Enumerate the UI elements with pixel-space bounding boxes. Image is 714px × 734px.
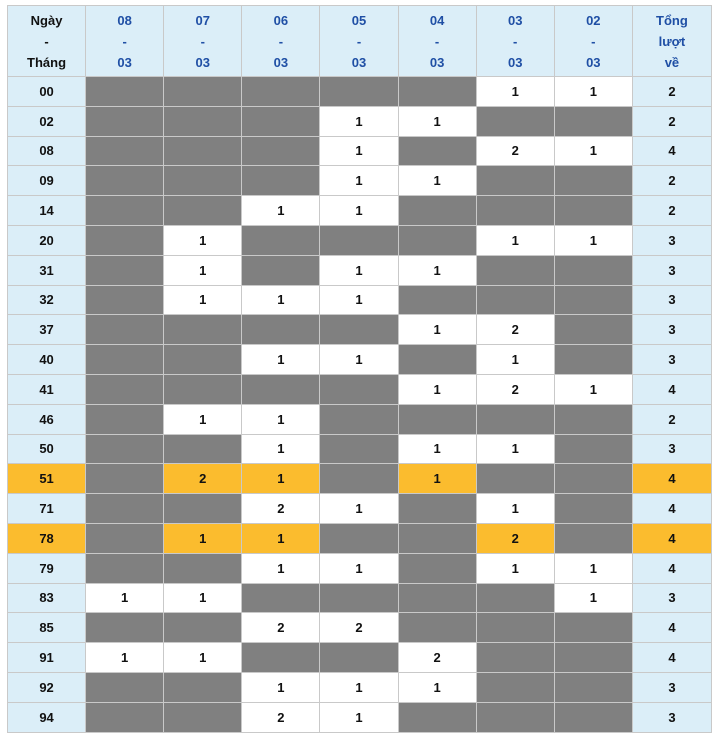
header-date-3: [320, 6, 398, 77]
row-number: 09: [8, 166, 86, 196]
empty-cell: [554, 434, 632, 464]
count-cell: 1: [554, 553, 632, 583]
row-number: 00: [8, 77, 86, 107]
table-row: [8, 404, 712, 434]
empty-cell: [242, 225, 320, 255]
header-date-1: [164, 6, 242, 77]
header-date-6-line-0: 02: [586, 12, 601, 28]
empty-cell: [164, 374, 242, 404]
empty-cell: [86, 494, 164, 524]
row-number: 46: [8, 404, 86, 434]
empty-cell: [164, 77, 242, 107]
empty-cell: [476, 583, 554, 613]
table-row: [8, 464, 712, 494]
header-day-month-line-0: Ngày: [30, 12, 63, 28]
empty-cell: [398, 225, 476, 255]
empty-cell: [164, 613, 242, 643]
empty-cell: [398, 345, 476, 375]
header-date-6-line-2: 03: [586, 54, 601, 70]
header-day-month: [8, 6, 86, 77]
row-total: 4: [632, 523, 711, 553]
count-cell: 2: [242, 613, 320, 643]
empty-cell: [164, 434, 242, 464]
count-cell: 1: [554, 77, 632, 107]
table-row: [8, 523, 712, 553]
empty-cell: [86, 702, 164, 732]
empty-cell: [476, 255, 554, 285]
header-date-4-line-2: 03: [429, 54, 445, 70]
count-cell: 1: [320, 196, 398, 226]
count-cell: 1: [476, 345, 554, 375]
row-total: 3: [632, 255, 711, 285]
count-cell: 2: [476, 136, 554, 166]
header-row: [8, 6, 712, 77]
row-total: 3: [632, 702, 711, 732]
table-row: [8, 494, 712, 524]
empty-cell: [86, 255, 164, 285]
empty-cell: [554, 523, 632, 553]
header-total-line-2: về: [664, 54, 680, 70]
empty-cell: [320, 225, 398, 255]
header-total-line-1: lượt: [658, 33, 686, 49]
row-number: 78: [8, 523, 86, 553]
row-total: 3: [632, 345, 711, 375]
empty-cell: [242, 166, 320, 196]
header-date-0-line-1: -: [122, 33, 127, 49]
empty-cell: [164, 196, 242, 226]
count-cell: 1: [320, 345, 398, 375]
count-cell: 1: [398, 166, 476, 196]
empty-cell: [320, 77, 398, 107]
table-row: [8, 136, 712, 166]
row-total: 3: [632, 583, 711, 613]
row-total: 2: [632, 196, 711, 226]
count-cell: 1: [476, 225, 554, 255]
row-number: 02: [8, 106, 86, 136]
header-date-6: [554, 6, 632, 77]
count-cell: 1: [164, 583, 242, 613]
count-cell: 1: [86, 643, 164, 673]
count-cell: 2: [398, 643, 476, 673]
empty-cell: [554, 166, 632, 196]
header-date-5-line-2: 03: [507, 54, 523, 70]
row-number: 40: [8, 345, 86, 375]
table-row: [8, 613, 712, 643]
empty-cell: [476, 285, 554, 315]
count-cell: 1: [320, 702, 398, 732]
row-total: 3: [632, 434, 711, 464]
count-cell: 1: [242, 345, 320, 375]
count-cell: 1: [320, 166, 398, 196]
count-cell: 1: [476, 434, 554, 464]
header-date-0: [86, 6, 164, 77]
empty-cell: [476, 464, 554, 494]
empty-cell: [320, 643, 398, 673]
empty-cell: [398, 285, 476, 315]
table-row: [8, 285, 712, 315]
count-cell: 1: [320, 106, 398, 136]
row-number: 91: [8, 643, 86, 673]
count-cell: 2: [476, 374, 554, 404]
count-cell: 1: [242, 434, 320, 464]
empty-cell: [164, 106, 242, 136]
empty-cell: [398, 702, 476, 732]
empty-cell: [398, 404, 476, 434]
empty-cell: [398, 77, 476, 107]
empty-cell: [554, 285, 632, 315]
empty-cell: [164, 702, 242, 732]
row-number: 94: [8, 702, 86, 732]
empty-cell: [86, 136, 164, 166]
empty-cell: [86, 553, 164, 583]
empty-cell: [476, 166, 554, 196]
header-date-6-line-1: -: [591, 33, 596, 49]
empty-cell: [476, 404, 554, 434]
count-cell: 1: [242, 404, 320, 434]
table-row: [8, 374, 712, 404]
row-total: 4: [632, 374, 711, 404]
row-number: 71: [8, 494, 86, 524]
empty-cell: [476, 672, 554, 702]
empty-cell: [242, 315, 320, 345]
empty-cell: [398, 136, 476, 166]
empty-cell: [86, 613, 164, 643]
count-cell: 1: [320, 255, 398, 285]
empty-cell: [242, 136, 320, 166]
header-date-4: [398, 6, 476, 77]
count-cell: 1: [398, 315, 476, 345]
row-number: 51: [8, 464, 86, 494]
empty-cell: [86, 374, 164, 404]
header-date-1-line-1: -: [200, 33, 205, 49]
empty-cell: [398, 523, 476, 553]
table-row: [8, 106, 712, 136]
empty-cell: [554, 106, 632, 136]
count-cell: 1: [242, 464, 320, 494]
empty-cell: [554, 643, 632, 673]
empty-cell: [476, 643, 554, 673]
count-cell: 1: [398, 374, 476, 404]
header-date-3-line-2: 03: [351, 54, 367, 70]
row-number: 08: [8, 136, 86, 166]
empty-cell: [242, 255, 320, 285]
row-number: 31: [8, 255, 86, 285]
table-row: [8, 255, 712, 285]
empty-cell: [554, 255, 632, 285]
empty-cell: [86, 345, 164, 375]
count-cell: 1: [398, 255, 476, 285]
empty-cell: [476, 702, 554, 732]
header-date-4-line-1: -: [434, 33, 440, 49]
count-cell: 2: [164, 464, 242, 494]
table-row: [8, 702, 712, 732]
empty-cell: [86, 196, 164, 226]
empty-cell: [242, 374, 320, 404]
empty-cell: [320, 315, 398, 345]
table-row: [8, 196, 712, 226]
empty-cell: [86, 77, 164, 107]
header-date-2-line-1: -: [278, 33, 284, 49]
empty-cell: [242, 77, 320, 107]
header-date-4-line-0: 04: [429, 12, 445, 28]
row-total: 4: [632, 494, 711, 524]
row-number: 20: [8, 225, 86, 255]
count-cell: 1: [164, 643, 242, 673]
table-row: [8, 553, 712, 583]
empty-cell: [86, 285, 164, 315]
header-total-line-0: Tổng: [656, 12, 688, 28]
empty-cell: [242, 583, 320, 613]
count-cell: 1: [476, 553, 554, 583]
table-row: [8, 345, 712, 375]
table-row: [8, 77, 712, 107]
row-total: 4: [632, 553, 711, 583]
header-date-1-line-0: 07: [195, 12, 210, 28]
count-cell: 2: [476, 315, 554, 345]
row-total: 3: [632, 285, 711, 315]
header-date-3-line-0: 05: [351, 12, 367, 28]
empty-cell: [554, 404, 632, 434]
count-cell: 1: [242, 285, 320, 315]
empty-cell: [554, 464, 632, 494]
row-number: 32: [8, 285, 86, 315]
header-day-month-line-2: Tháng: [27, 54, 67, 70]
table-row: [8, 643, 712, 673]
empty-cell: [86, 315, 164, 345]
empty-cell: [554, 196, 632, 226]
count-cell: 1: [476, 494, 554, 524]
count-cell: 1: [164, 404, 242, 434]
statistics-table: [7, 5, 712, 733]
empty-cell: [86, 106, 164, 136]
empty-cell: [164, 553, 242, 583]
row-total: 2: [632, 106, 711, 136]
empty-cell: [554, 672, 632, 702]
count-cell: 1: [242, 523, 320, 553]
empty-cell: [164, 672, 242, 702]
empty-cell: [476, 613, 554, 643]
count-cell: 1: [86, 583, 164, 613]
empty-cell: [398, 553, 476, 583]
empty-cell: [242, 643, 320, 673]
row-total: 4: [632, 643, 711, 673]
table-row: [8, 315, 712, 345]
row-number: 14: [8, 196, 86, 226]
count-cell: 1: [320, 553, 398, 583]
header-date-5: [476, 6, 554, 77]
row-number: 41: [8, 374, 86, 404]
empty-cell: [554, 345, 632, 375]
header-date-0-line-2: 03: [117, 54, 132, 70]
count-cell: 1: [320, 672, 398, 702]
row-total: 3: [632, 672, 711, 702]
count-cell: 1: [554, 583, 632, 613]
row-number: 50: [8, 434, 86, 464]
count-cell: 1: [320, 494, 398, 524]
empty-cell: [242, 106, 320, 136]
count-cell: 1: [398, 106, 476, 136]
empty-cell: [398, 583, 476, 613]
header-date-3-line-1: -: [356, 33, 362, 49]
row-number: 83: [8, 583, 86, 613]
table-body: [8, 77, 712, 733]
empty-cell: [476, 106, 554, 136]
count-cell: 1: [476, 77, 554, 107]
count-cell: 2: [242, 702, 320, 732]
row-total: 3: [632, 225, 711, 255]
count-cell: 1: [164, 225, 242, 255]
count-cell: 2: [320, 613, 398, 643]
empty-cell: [86, 523, 164, 553]
empty-cell: [164, 166, 242, 196]
count-cell: 1: [242, 553, 320, 583]
empty-cell: [320, 464, 398, 494]
empty-cell: [86, 404, 164, 434]
row-total: 2: [632, 166, 711, 196]
empty-cell: [320, 404, 398, 434]
count-cell: 2: [476, 523, 554, 553]
count-cell: 1: [320, 285, 398, 315]
row-number: 79: [8, 553, 86, 583]
count-cell: 1: [320, 136, 398, 166]
count-cell: 1: [398, 464, 476, 494]
header-date-5-line-1: -: [513, 33, 518, 49]
count-cell: 1: [164, 285, 242, 315]
empty-cell: [554, 494, 632, 524]
empty-cell: [164, 315, 242, 345]
row-total: 2: [632, 77, 711, 107]
header-date-2: [242, 6, 320, 77]
count-cell: 1: [398, 672, 476, 702]
empty-cell: [320, 523, 398, 553]
row-number: 85: [8, 613, 86, 643]
empty-cell: [398, 494, 476, 524]
row-total: 2: [632, 404, 711, 434]
header-day-month-line-1: -: [44, 33, 49, 49]
header-total: [632, 6, 711, 77]
count-cell: 1: [554, 136, 632, 166]
empty-cell: [164, 136, 242, 166]
row-total: 3: [632, 315, 711, 345]
row-number: 92: [8, 672, 86, 702]
count-cell: 1: [242, 196, 320, 226]
empty-cell: [86, 464, 164, 494]
empty-cell: [554, 702, 632, 732]
table-header: [8, 6, 712, 77]
empty-cell: [398, 196, 476, 226]
count-cell: 2: [242, 494, 320, 524]
count-cell: 1: [554, 225, 632, 255]
table-row: [8, 583, 712, 613]
table-row: [8, 166, 712, 196]
empty-cell: [320, 434, 398, 464]
header-date-2-line-0: 06: [273, 12, 289, 28]
row-number: 37: [8, 315, 86, 345]
table-row: [8, 434, 712, 464]
row-total: 4: [632, 464, 711, 494]
empty-cell: [320, 374, 398, 404]
empty-cell: [164, 494, 242, 524]
empty-cell: [554, 613, 632, 643]
table-row: [8, 225, 712, 255]
empty-cell: [398, 613, 476, 643]
header-date-1-line-2: 03: [195, 54, 210, 70]
empty-cell: [164, 345, 242, 375]
empty-cell: [554, 315, 632, 345]
header-date-2-line-2: 03: [273, 54, 289, 70]
empty-cell: [86, 434, 164, 464]
empty-cell: [86, 225, 164, 255]
count-cell: 1: [164, 523, 242, 553]
header-date-0-line-0: 08: [117, 12, 132, 28]
row-total: 4: [632, 613, 711, 643]
count-cell: 1: [242, 672, 320, 702]
empty-cell: [320, 583, 398, 613]
empty-cell: [86, 166, 164, 196]
empty-cell: [476, 196, 554, 226]
row-total: 4: [632, 136, 711, 166]
count-cell: 1: [398, 434, 476, 464]
empty-cell: [86, 672, 164, 702]
table-row: [8, 672, 712, 702]
header-date-5-line-0: 03: [507, 12, 523, 28]
count-cell: 1: [554, 374, 632, 404]
count-cell: 1: [164, 255, 242, 285]
